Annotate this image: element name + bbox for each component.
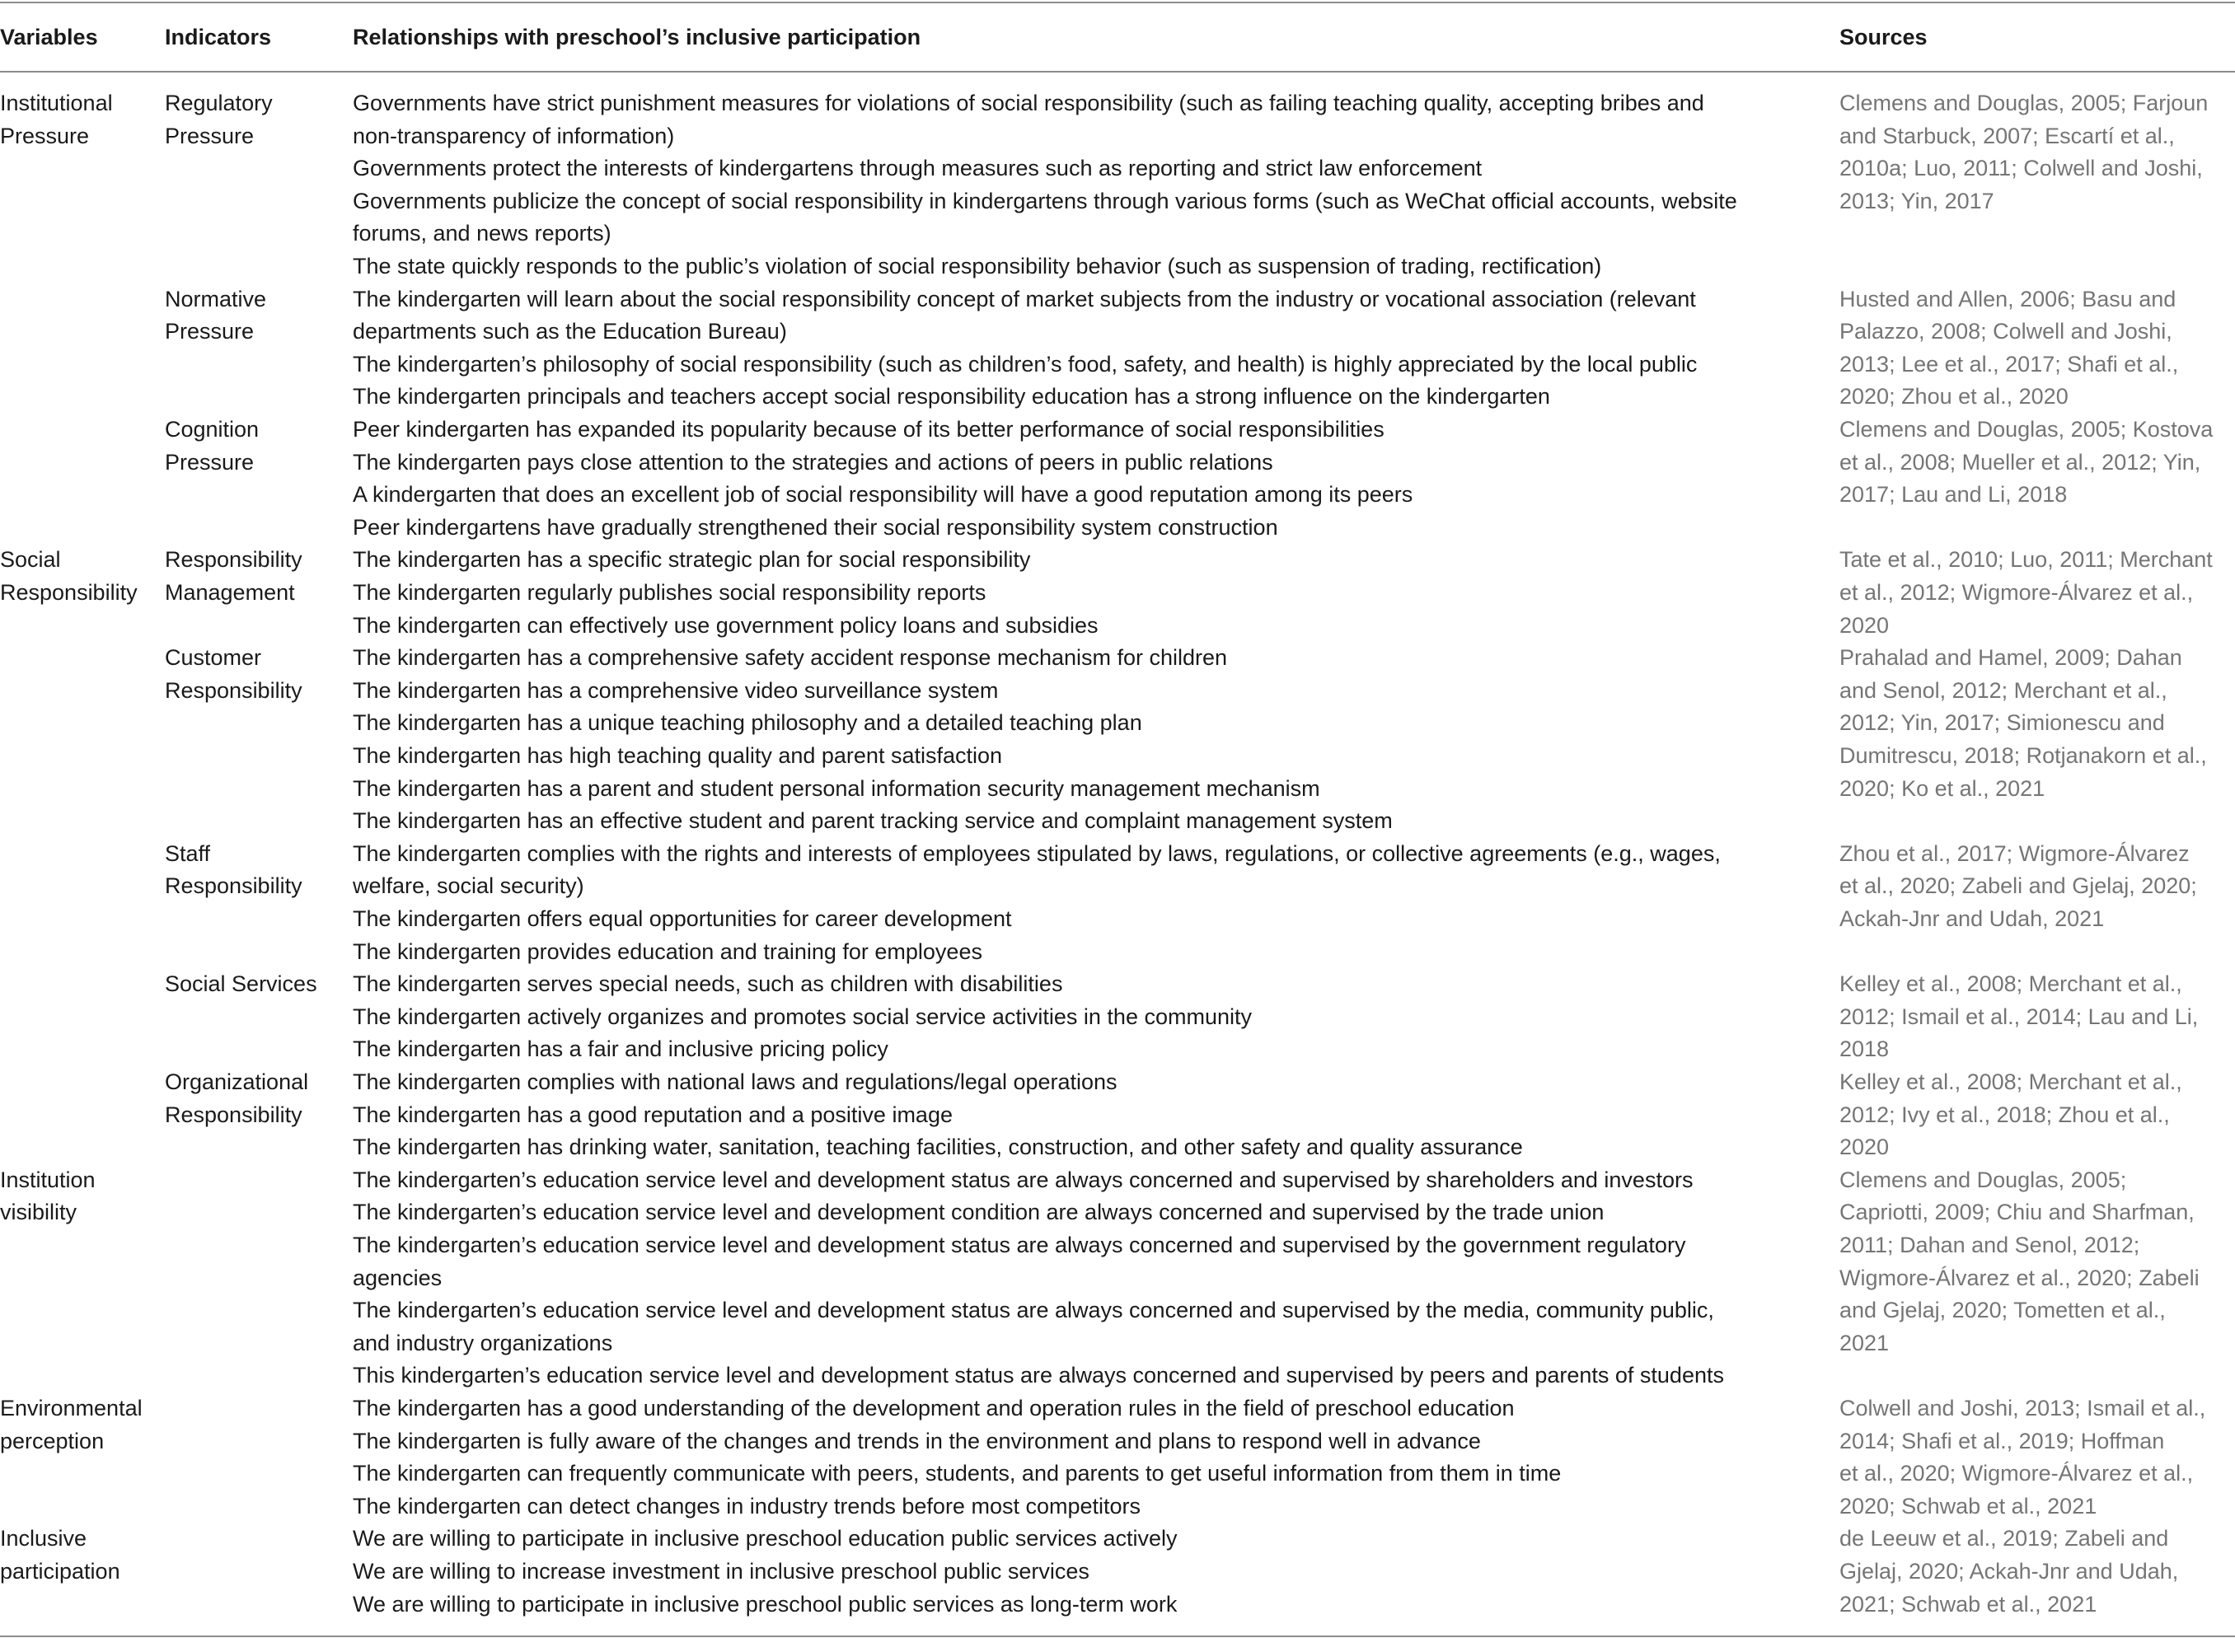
table-row <box>0 642 2235 838</box>
indicator-cell <box>165 283 350 349</box>
relationship-item: The kindergarten’s philosophy of social responsibility (such as children’s food, safety, and health) is highly appreciated by the local public <box>353 351 1698 377</box>
variable-label-line: Pressure <box>0 123 90 148</box>
source-line: 2012; Ivy et al., 2018; Zhou et al., <box>1839 1102 2170 1127</box>
variable-label-line: Social <box>0 547 61 573</box>
source-line: de Leeuw et al., 2019; Zabeli and <box>1839 1526 2169 1551</box>
relationship-item: The kindergarten has a fair and inclusive pricing policy <box>353 1037 888 1062</box>
variable-label-line: Institutional <box>0 91 113 115</box>
source-line: Prahalad and Hamel, 2009; Dahan <box>1839 645 2182 671</box>
relationship-item: The kindergarten’s education service level and development status are always concerned and supervised by shareholders and investors <box>353 1167 1694 1192</box>
source-line: and Starbuck, 2007; Escartí et al., <box>1839 123 2175 148</box>
header-indicators: Indicators <box>165 25 272 49</box>
relationship-item: The kindergarten has drinking water, sanitation, teaching facilities, construction, and other safety and quality assurance <box>353 1135 1523 1160</box>
relationship-cell <box>353 1392 1828 1523</box>
relationship-cell <box>353 838 1828 968</box>
relationship-item: The kindergarten serves special needs, such as children with disabilities <box>353 971 1063 997</box>
relationship-item: The kindergarten actively organizes and promotes social service activities in the community <box>353 1004 1252 1029</box>
table-row <box>0 283 2235 414</box>
source-line: and Senol, 2012; Merchant et al., <box>1839 677 2167 703</box>
table-header-rule <box>0 71 2235 73</box>
indicator-label-line: Customer <box>165 645 262 671</box>
sources-cell <box>1839 968 2235 1066</box>
indicator-cell <box>165 414 350 479</box>
table-body <box>0 87 2235 1621</box>
relationship-item: The kindergarten has a good understanding of the development and operation rules in the field of preschool education <box>353 1395 1515 1420</box>
relationship-item: and industry organizations <box>353 1330 613 1355</box>
relationship-item: The state quickly responds to the public’s violation of social responsibility behavior (such as suspension of trading, rectification) <box>353 253 1602 278</box>
relationship-cell <box>353 1066 1828 1164</box>
indicator-label-line: Pressure <box>165 319 255 344</box>
relationship-item: Peer kindergarten has expanded its popularity because of its better performance of social responsibilities <box>353 416 1385 442</box>
indicator-cell <box>165 642 350 707</box>
indicator-label-line: Pressure <box>165 449 255 475</box>
indicator-cell <box>165 1066 350 1131</box>
source-line: 2011; Dahan and Senol, 2012; <box>1839 1232 2140 1257</box>
relationship-item: The kindergarten has an effective student and parent tracking service and complaint management system <box>353 808 1393 834</box>
variable-cell <box>0 544 161 609</box>
source-line: Capriotti, 2009; Chiu and Sharfman, <box>1839 1200 2195 1225</box>
relationship-item: This kindergarten’s education service level and development status are always concerned and supervised by peers and parents of students <box>353 1363 1724 1388</box>
source-line: et al., 2020; Zabeli and Gjelaj, 2020; <box>1839 873 2197 899</box>
relationship-item: Governments publicize the concept of social responsibility in kindergartens through various forms (such as WeChat official accounts, website <box>353 188 1737 213</box>
sources-cell <box>1839 283 2235 414</box>
source-line: Dumitrescu, 2018; Rotjanakorn et al., <box>1839 742 2207 768</box>
relationship-item: The kindergarten has a unique teaching philosophy and a detailed teaching plan <box>353 710 1142 736</box>
indicator-label-line: Staff <box>165 840 211 866</box>
sources-cell <box>1839 544 2235 642</box>
source-line: et al., 2020; Wigmore-Álvarez et al., <box>1839 1461 2194 1486</box>
relationship-cell <box>353 1164 1828 1392</box>
source-line: 2013; Lee et al., 2017; Shafi et al., <box>1839 351 2179 377</box>
sources-cell <box>1839 414 2235 512</box>
variable-label-line: Institution <box>0 1167 96 1192</box>
relationship-item: We are willing to participate in inclusive preschool public services as long-term work <box>353 1591 1178 1617</box>
relationship-item: The kindergarten complies with the rights and interests of employees stipulated by laws, regulations, or collective agreements (e.g., wages, <box>353 840 1721 866</box>
table-row <box>0 1392 2235 1523</box>
variable-cell <box>0 1523 161 1588</box>
variable-cell <box>0 87 161 152</box>
table-row <box>0 1066 2235 1164</box>
relationship-item: We are willing to participate in inclusive preschool education public services actively <box>353 1526 1178 1551</box>
source-line: Colwell and Joshi, 2013; Ismail et al., <box>1839 1395 2206 1420</box>
indicator-label-line: Organizational <box>165 1069 309 1094</box>
source-line: 2018 <box>1839 1037 1890 1062</box>
indicator-label-line: Normative <box>165 286 267 311</box>
indicator-label-line: Responsibility <box>165 547 302 573</box>
source-line: 2021; Schwab et al., 2021 <box>1839 1591 2097 1617</box>
indicator-label-line: Cognition <box>165 416 260 442</box>
table-header-row <box>0 0 2235 71</box>
source-line: Ackah-Jnr and Udah, 2021 <box>1839 906 2105 931</box>
relationship-item: The kindergarten can effectively use government policy loans and subsidies <box>353 612 1099 638</box>
source-line: 2020 <box>1839 612 1890 638</box>
indicator-label-line: Regulatory <box>165 91 273 115</box>
relationship-item: The kindergarten’s education service level and development condition are always concerned and supervised by the trade union <box>353 1200 1605 1225</box>
relationship-item: The kindergarten has high teaching quality and parent satisfaction <box>353 742 1003 768</box>
header-variables: Variables <box>0 25 98 49</box>
source-line: 2012; Yin, 2017; Simionescu and <box>1839 710 2165 736</box>
relationship-item: The kindergarten can frequently communicate with peers, students, and parents to get useful information from them in time <box>353 1461 1562 1486</box>
source-line: and Gjelaj, 2020; Tometten et al., <box>1839 1298 2166 1323</box>
sources-cell <box>1839 1066 2235 1164</box>
table-row <box>0 544 2235 642</box>
source-line: 2013; Yin, 2017 <box>1839 188 1994 213</box>
relationship-cell <box>353 642 1828 838</box>
relationship-item: The kindergarten has a parent and student personal information security management mechanism <box>353 775 1320 801</box>
source-line: Clemens and Douglas, 2005; Farjoun <box>1839 91 2209 115</box>
sources-cell <box>1839 1523 2235 1621</box>
relationship-item: The kindergarten principals and teachers accept social responsibility education has a strong influence on the kindergarten <box>353 384 1550 409</box>
relationship-item: The kindergarten offers equal opportunities for career development <box>353 906 1012 931</box>
sources-cell <box>1839 1392 2235 1523</box>
source-line: 2017; Lau and Li, 2018 <box>1839 482 2068 508</box>
source-line: Palazzo, 2008; Colwell and Joshi, <box>1839 319 2172 344</box>
relationship-item: Governments protect the interests of kindergartens through measures such as reporting and strict law enforcement <box>353 156 1483 181</box>
relationship-cell <box>353 283 1828 414</box>
source-line: Zhou et al., 2017; Wigmore-Álvarez <box>1839 840 2190 866</box>
relationship-item: welfare, social security) <box>353 873 584 899</box>
variable-label-line: visibility <box>0 1200 77 1225</box>
sources-cell <box>1839 1164 2235 1360</box>
source-line: 2020 <box>1839 1135 1890 1160</box>
source-line: 2020; Zhou et al., 2020 <box>1839 384 2069 409</box>
source-line: 2010a; Luo, 2011; Colwell and Joshi, <box>1839 156 2203 181</box>
sources-cell <box>1839 838 2235 936</box>
variable-cell <box>0 1392 161 1458</box>
relationship-cell <box>353 544 1828 642</box>
relationship-item: The kindergarten complies with national laws and regulations/legal operations <box>353 1069 1118 1094</box>
relationship-item: forums, and news reports) <box>353 221 611 246</box>
indicator-label-line: Pressure <box>165 123 255 148</box>
source-line: et al., 2012; Wigmore-Álvarez et al., <box>1839 579 2194 605</box>
indicator-label-line: Responsibility <box>165 1102 302 1127</box>
relationship-item: The kindergarten is fully aware of the changes and trends in the environment and plans to respond well in advance <box>353 1428 1481 1453</box>
indicator-label-line: Management <box>165 579 295 605</box>
variable-label-line: Environmental <box>0 1395 143 1420</box>
relationship-item: We are willing to increase investment in inclusive preschool public services <box>353 1558 1089 1584</box>
relationship-item: Peer kindergartens have gradually strengthened their social responsibility system construction <box>353 514 1278 540</box>
indicator-cell <box>165 968 350 1001</box>
table-row <box>0 87 2235 283</box>
variable-label-line: perception <box>0 1428 105 1453</box>
relationship-item: The kindergarten will learn about the social responsibility concept of market subjects from the industry or vocational association (relevant <box>353 286 1696 311</box>
indicator-cell <box>165 544 350 609</box>
variable-cell <box>0 1164 161 1229</box>
source-line: Clemens and Douglas, 2005; Kostova <box>1839 416 2214 442</box>
relationship-item: The kindergarten has a comprehensive safety accident response mechanism for children <box>353 645 1228 671</box>
relationship-item: departments such as the Education Bureau) <box>353 319 787 344</box>
relationship-item: The kindergarten regularly publishes social responsibility reports <box>353 579 986 605</box>
table-row <box>0 838 2235 968</box>
source-line: 2014; Shafi et al., 2019; Hoffman <box>1839 1428 2165 1453</box>
source-line: Wigmore-Álvarez et al., 2020; Zabeli <box>1839 1265 2200 1290</box>
relationship-item: The kindergarten’s education service level and development status are always concerned and supervised by the media, community public, <box>353 1298 1714 1323</box>
table-row <box>0 968 2235 1066</box>
table-row <box>0 1523 2235 1621</box>
relationship-item: non-transparency of information) <box>353 123 675 148</box>
table-row <box>0 414 2235 544</box>
relationship-cell <box>353 414 1828 544</box>
indicator-cell <box>165 87 350 152</box>
indicator-label-line: Responsibility <box>165 677 302 703</box>
source-line: 2020; Ko et al., 2021 <box>1839 775 2045 801</box>
source-line: Tate et al., 2010; Luo, 2011; Merchant <box>1839 547 2213 573</box>
relationship-cell <box>353 1523 1828 1621</box>
relationship-item: The kindergarten has a good reputation and a positive image <box>353 1102 953 1127</box>
header-relationships: Relationships with preschool’s inclusive participation <box>353 25 921 49</box>
variable-label-line: Inclusive <box>0 1526 87 1551</box>
source-line: Gjelaj, 2020; Ackah-Jnr and Udah, <box>1839 1558 2179 1584</box>
relationship-item: The kindergarten can detect changes in industry trends before most competitors <box>353 1493 1141 1519</box>
relationship-item: A kindergarten that does an excellent job of social responsibility will have a good reputation among its peers <box>353 482 1413 508</box>
source-line: 2021 <box>1839 1330 1890 1355</box>
source-line: et al., 2008; Mueller et al., 2012; Yin, <box>1839 449 2201 475</box>
relationship-cell <box>353 87 1828 283</box>
relationship-item: The kindergarten pays close attention to the strategies and actions of peers in public relations <box>353 449 1273 475</box>
relationship-item: The kindergarten provides education and training for employees <box>353 938 982 964</box>
header-sources: Sources <box>1839 25 1928 49</box>
relationship-item: Governments have strict punishment measures for violations of social responsibility (such as failing teaching quality, accepting bribes and <box>353 91 1704 115</box>
relationship-item: The kindergarten has a comprehensive video surveillance system <box>353 677 999 703</box>
source-line: Kelley et al., 2008; Merchant et al., <box>1839 971 2182 997</box>
source-line: Husted and Allen, 2006; Basu and <box>1839 286 2176 311</box>
relationship-cell <box>353 968 1828 1066</box>
sources-cell <box>1839 642 2235 805</box>
table-bottom-rule <box>0 1636 2235 1637</box>
relationship-item: agencies <box>353 1265 443 1290</box>
source-line: 2012; Ismail et al., 2014; Lau and Li, <box>1839 1004 2199 1029</box>
source-line: 2020; Schwab et al., 2021 <box>1839 1493 2097 1519</box>
table-row <box>0 1164 2235 1392</box>
relationship-item: The kindergarten’s education service level and development status are always concerned and supervised by the government regulatory <box>353 1232 1686 1257</box>
variable-label-line: Responsibility <box>0 579 138 605</box>
relationship-item: The kindergarten has a specific strategic plan for social responsibility <box>353 547 1031 573</box>
variable-label-line: participation <box>0 1558 120 1584</box>
indicator-cell <box>165 838 350 903</box>
source-line: Clemens and Douglas, 2005; <box>1839 1167 2127 1192</box>
source-line: Kelley et al., 2008; Merchant et al., <box>1839 1069 2182 1094</box>
indicator-label-line: Responsibility <box>165 873 302 899</box>
sources-cell <box>1839 87 2235 218</box>
indicator-label-line: Social Services <box>165 971 317 997</box>
